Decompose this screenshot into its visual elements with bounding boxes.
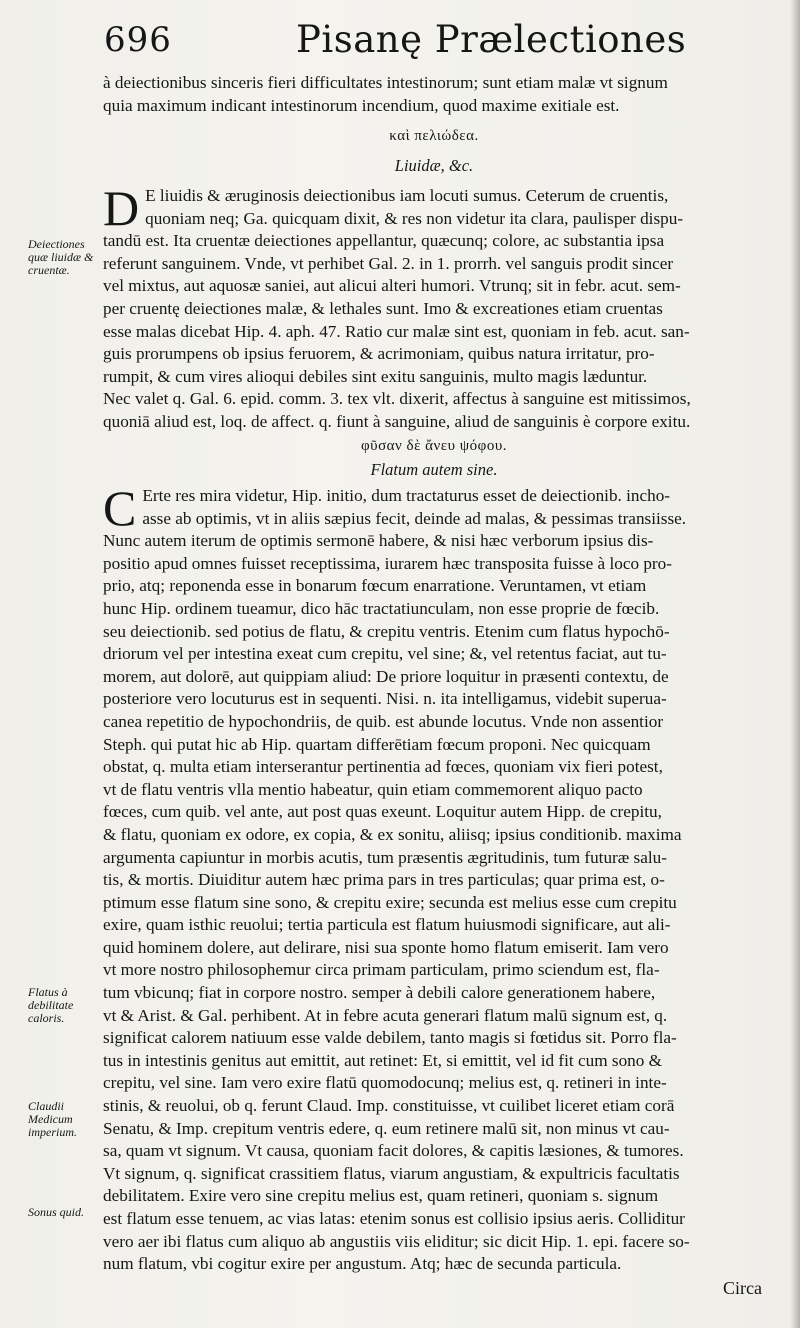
page-number: 696 — [104, 20, 172, 60]
text-line: hunc Hip. ordinem tueamur, dico hāc tractatiunculam, non esse proprie de fœcib. — [103, 598, 660, 618]
text-line: ptimum esse flatum sine sono, & crepitu exire; secunda est melius esse cum crepitu — [103, 892, 677, 912]
text-line: Senatu, & Imp. crepitum ventris edere, q. eum retinere malū sit, non minus vt cau- — [103, 1118, 670, 1138]
text-line: est flatum esse tenuem, ac vias latas: etenim sonus est collisio ipsius aeris. Colliditur — [103, 1209, 685, 1228]
text-line: crepitu, vel sine. Iam vero exire flatū quomodocunq; melius est, q. retineri in inte- — [103, 1073, 667, 1093]
text-line: argumenta capiuntur in morbis acutis, tum præsentis ægritudinis, tum futuræ salu- — [103, 847, 667, 867]
drop-capital: D — [103, 180, 140, 236]
text-line: exire, quam isthic reuolui; tertia particula est flatum huiusmodi significare, aut ali- — [103, 915, 671, 935]
text-line: canea repetitio de hypochondriis, de quib. est abunde locutus. Vnde non assentior — [103, 711, 664, 731]
greek-lemma-2: φῦσαν δὲ ἄνευ ψόφου. — [360, 438, 508, 454]
text-line: prio, atq; reponenda esse in bonarum fœcum enarratione. Veruntamen, vt etiam — [103, 576, 647, 596]
text-line: num flatum, vbi cogitur exire per angustum. Atq; hæc de secunda particula. — [103, 1254, 622, 1274]
text-line: tus in intestinis genitus aut emittit, aut retinet: Et, si emittit, vel id fit cum sono & — [103, 1050, 663, 1070]
text-line: sa, quam vt signum. Vt causa, quoniam facit dolores, & capitis læsiones, & tumores. — [103, 1141, 684, 1161]
greek-lemma-1: καὶ πελιώδεα. — [389, 128, 479, 144]
text-line: tandū est. Ita cruentæ deiectiones appellantur, quæcunq; colore, ac substantia ipsa — [103, 231, 665, 251]
text-line: posteriore vero locuturus est in sequenti. Nisi. n. ita intelligamus, videbit superua- — [103, 689, 667, 709]
text-line: Steph. qui putat hic ab Hip. quartam differētiam fœcum proponi. Nec quicquam — [103, 734, 651, 754]
text-line: Nunc autem iterum de optimis sermonē habere, & nisi hæc verborum ipsius dis- — [103, 531, 654, 551]
text-line: vel mixtus, aut aquosæ saniei, aut alicui alteri humori. Vtrunq; sit in febr. acut. sem- — [103, 276, 681, 296]
top-paragraph — [103, 72, 765, 117]
text-line: vt de flatu ventris vlla mentio habeatur, quin etiam commemorent aliquo pacto — [103, 779, 643, 799]
latin-lemma-2: Flatum autem sine. — [370, 460, 498, 479]
text-line: esse malas dicebat Hip. 4. aph. 47. Ratio cur malæ sint est, quoniam in feb. acut. san- — [103, 321, 690, 341]
text-line: tis, & mortis. Diuiditur autem hæc prima pars in tres particulas; quar prima est, o- — [103, 870, 665, 890]
text-line: debilitatem. Exire vero sine crepitu melius est, quam retineri, quoniam s. signum — [103, 1186, 659, 1206]
text-line: E liuidis & æruginosis deiectionibus iam locuti sumus. Ceterum de cruentis, — [145, 186, 669, 205]
running-title: Pisanę Prælectiones — [296, 18, 687, 61]
text-line: vt more nostro philosophemur circa primam particulam, primo sciendum est, fla- — [103, 960, 660, 980]
text-line: & flatu, quoniam ex odore, ex copia, & ex sonitu, aliisq; ipsius conditionib. maxima — [103, 824, 682, 844]
text-line: seu deiectionib. sed potius de flatu, & crepitu ventris. Etenim cum flatus hypochō- — [103, 621, 670, 641]
text-line: quoniā aliud est, loq. de affect. q. fiunt à sanguine, aliud de sanguinis è corpore exitu. — [103, 411, 691, 431]
drop-capital: C — [103, 480, 137, 536]
text-line: guis prorumpens ob ipsius feruorem, & acrimoniam, quibus natura irritatur, pro- — [103, 344, 655, 364]
section-liuidae — [103, 180, 765, 434]
latin-lemma-1: Liuidæ, &c. — [394, 156, 474, 175]
text-line: per cruentę deiectiones malæ, & lethales sunt. Imo & excreationes etiam cruentas — [103, 298, 663, 318]
text-line: Erte res mira videtur, Hip. initio, dum tractaturus esset de deiectionib. incho- — [142, 486, 671, 505]
text-line: rumpit, & cum vires alioqui debiles sint exitu sanguinis, multo magis læduntur. — [103, 366, 648, 386]
text-line: morem, aut dolorē, aut quippiam aliud: De priore loquitur in præsenti contextu, de — [103, 666, 669, 686]
text-line: vt & Arist. & Gal. perhibent. At in febre acuta generari flatum malū signum est, q. — [103, 1005, 668, 1025]
text-line: quoniam neq; Ga. quicquam dixit, & res non videtur ita clara, paulisper dispu- — [145, 208, 684, 228]
text-line: quia maximum indicant intestinorum incendium, quod maxime exitiale est. — [103, 95, 620, 115]
text-line: asse ab optimis, vt in aliis sæpius fecit, deinde ad malas, & pessimas transiisse. — [142, 508, 687, 528]
margin-note-flatus: Flatus à debilitate caloris. — [28, 985, 74, 1025]
text-line: referunt sanguinem. Vnde, vt perhibet Gal. 2. in 1. prorrh. vel sanguis prodit sincer — [103, 253, 674, 273]
catchword: Circa — [723, 1278, 762, 1298]
text-line: obstat, q. multa etiam interserantur pertinentia ad fœces, quoniam vix fieri potest, — [103, 757, 663, 777]
text-line: stinis, & reuolui, ob q. ferunt Claud. Imp. constituisse, vt cuilibet liceret etiam corā — [103, 1096, 675, 1116]
text-line: fœces, cum quib. vel ante, aut post quas exeunt. Loquitur autem Hipp. de crepitu, — [103, 802, 662, 822]
text-line: significat calorem natiuum esse valde debilem, tanto magis si fœtidus sit. Porro fla- — [103, 1028, 677, 1048]
margin-note-sonus: Sonus quid. — [28, 1205, 85, 1219]
section-flatum — [103, 480, 765, 1276]
text-line: Vt signum, q. significat crassitiem flatus, viarum angustiam, & expultricis facultatis — [103, 1163, 680, 1183]
margin-note-claudii: Claudii Medicum imperium. — [28, 1099, 77, 1139]
text-line: vero aer ibi flatus cum aliquo ab angustiis viis eliditur; sic dicit Hip. 1. epi. facere so- — [103, 1231, 690, 1251]
margin-note-deiectiones: Deiectiones quæ liuidæ & cruentæ. — [28, 237, 94, 277]
text-line: quid hominem dolere, aut delirare, nisi sua sponte homo flatum emiserit. Iam vero — [103, 937, 669, 957]
text-line: positio apud omnes fuisset receptissima, iurarem hæc transposita fuisse à loco pro- — [103, 553, 672, 573]
text-line: driorum vel per intestina exeat cum crepitu, vel sine; &, vel retentus faciat, aut tu- — [103, 644, 667, 664]
page-edge-shadow — [790, 0, 800, 1328]
text-line: à deiectionibus sinceris fieri difficultates intestinorum; sunt etiam malæ vt signum — [103, 73, 668, 92]
text-line: tum vbicunq; fiat in corpore nostro. semper à debili calore generationem habere, — [103, 983, 656, 1003]
text-line: Nec valet q. Gal. 6. epid. comm. 3. tex vlt. dixerit, affectus à sanguine est mitissimos, — [103, 389, 691, 409]
